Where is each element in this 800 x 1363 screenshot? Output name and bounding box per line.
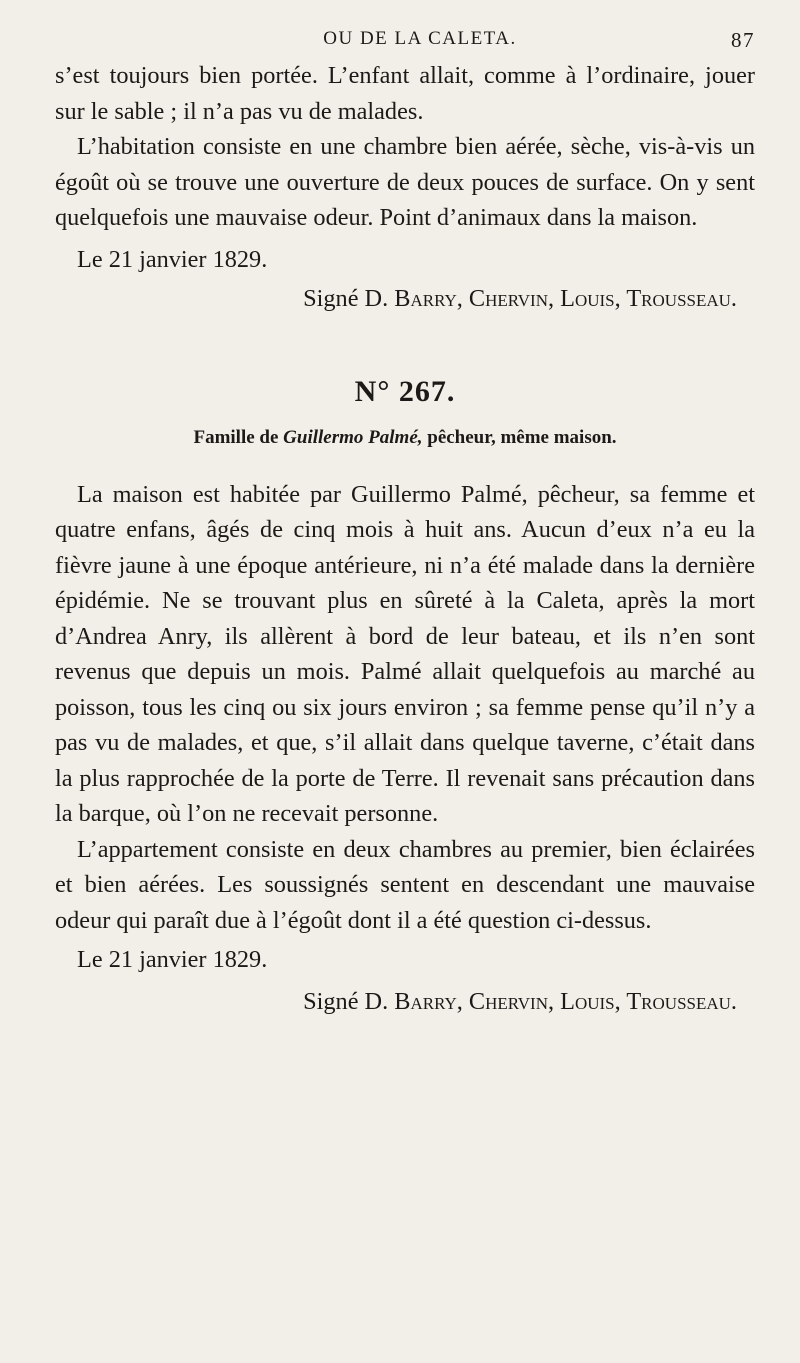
family-heading xyxy=(55,427,755,449)
dateline: Le 21 janvier 1829. xyxy=(77,245,268,273)
signatories: Barry, Chervin, Louis, Trousseau. xyxy=(394,285,737,312)
signature-line xyxy=(55,281,755,317)
dateline: Le 21 janvier 1829. xyxy=(77,946,268,973)
family-heading-name: Guillermo Palmé, xyxy=(283,426,423,448)
signature-line xyxy=(55,984,755,1020)
signed-prefix: Signé D. xyxy=(303,285,395,312)
paragraph-continuation: s’est toujours bien portée. L’enfant allait, comme à l’ordinaire, jouer sur le sable ; il n’a pas vu de malades. xyxy=(55,62,755,125)
signed-prefix: Signé D. xyxy=(303,987,395,1015)
running-title: OU DE LA CALETA. xyxy=(323,28,517,49)
book-page xyxy=(55,28,755,1019)
page-number: 87 xyxy=(731,28,755,52)
paragraph-habitation: L’habitation consiste en une chambre bien aérée, sèche, vis-à-vis un égoût où se trouve une ouverture de deux pouces de surface. On y sent quelquefois une mauvaise odeur. Point d’animaux dans la maison. xyxy=(55,133,755,231)
signatories: Barry, Chervin, Louis, Trousseau. xyxy=(394,987,737,1015)
paragraph-household: La maison est habitée par Guillermo Palmé, pêcheur, sa femme et quatre enfans, âgés de cinq mois à huit ans. Aucun d’eux n’a eu la fièvre jaune à une époque antérieure, ni n’a été malade dans la dernière épidémie. Ne se trouvant plus en sûreté à la Caleta, après la mort d’Andrea Anry, ils allèrent à bord de leur bateau, et ils n’en sont revenus que depuis un mois. Palmé allait quelquefois au marché au poisson, tous les cinq ou six jours environ ; sa femme pense qu’il n’y a pas vu de malades, et que, s’il allait dans quelque taverne, c’était dans la plus rapprochée de la porte de Terre. Il revenait sans précaution dans la barque, où l’on ne recevait personne. xyxy=(55,480,755,827)
page-header xyxy=(55,28,755,58)
entry-number: N° 267. xyxy=(354,374,456,408)
family-heading-prefix: Famille de xyxy=(193,426,284,448)
family-heading-suffix: pêcheur, même maison. xyxy=(422,426,617,448)
paragraph-apartment: L’appartement consiste en deux chambres au premier, bien éclairées et bien aérées. Les soussignés sentent en descendant une mauvaise odeur qui paraît due à l’égoût dont il a été question ci-dessus. xyxy=(55,835,755,934)
